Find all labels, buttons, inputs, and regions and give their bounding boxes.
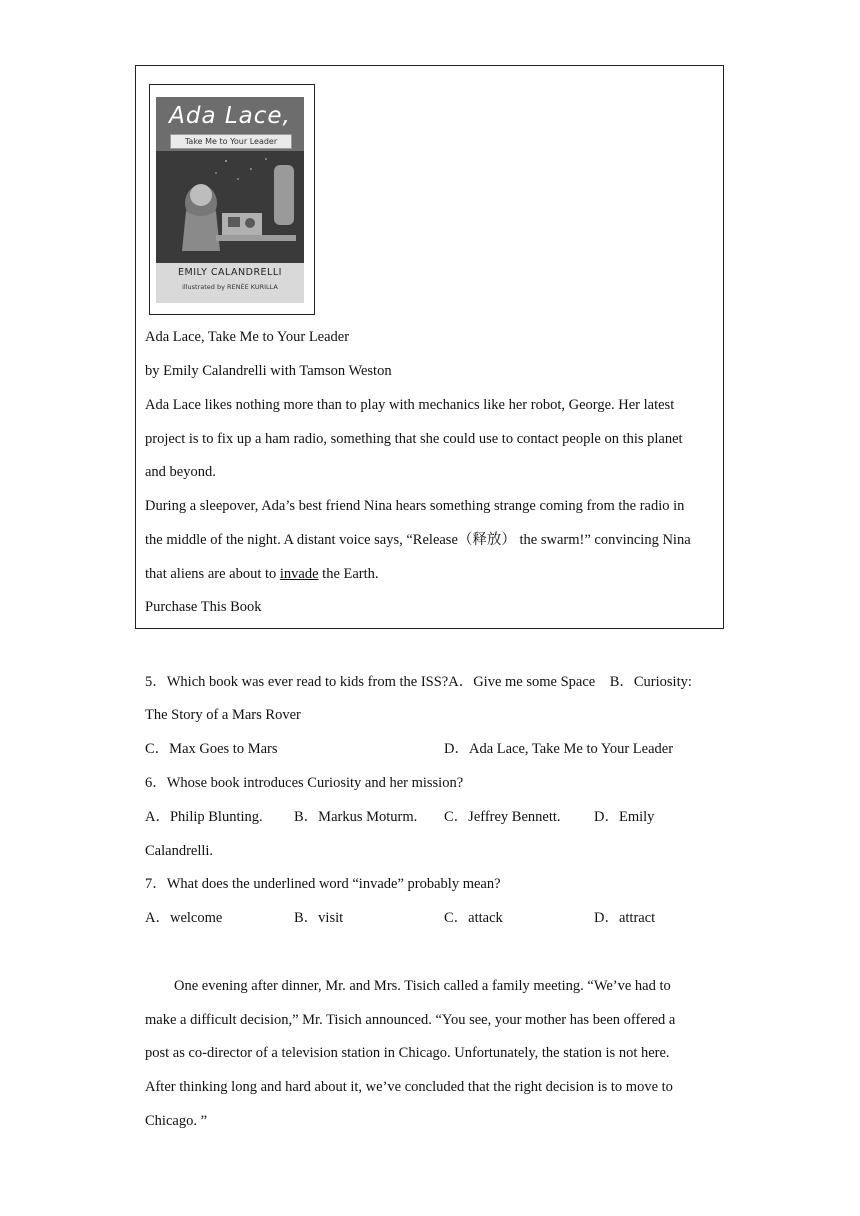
description-line: Ada Lace likes nothing more than to play with mechanics like her robot, George. Her latest: [145, 397, 675, 413]
q5-option-d: D．Ada Lace, Take Me to Your Leader: [444, 741, 674, 757]
passage-line: make a difficult decision,” Mr. Tisich announced. “You see, your mother has been offered a: [145, 1012, 676, 1028]
q7-option-c: C．attack: [444, 910, 503, 926]
desc-text: that aliens are about to: [145, 566, 280, 582]
book-byline: by Emily Calandrelli with Tamson Weston: [145, 363, 392, 379]
description-line: project is to fix up a ham radio, something that she could use to contact people on this planet: [145, 431, 683, 447]
q6-option-c: C．Jeffrey Bennett.: [444, 809, 561, 825]
book-cover-frame: [149, 84, 315, 315]
question-7: 7．What does the underlined word “invade” probably mean?: [145, 876, 501, 892]
q6-option-b: B．Markus Moturm.: [294, 809, 418, 825]
q7-option-d: D．attract: [594, 910, 656, 926]
cover-title: Ada Lace,: [169, 103, 291, 129]
description-line: [145, 564, 379, 584]
description-line: During a sleepover, Ada’s best friend Nina hears something strange coming from the radio in: [145, 498, 685, 514]
passage-line: After thinking long and hard about it, we’ve concluded that the right decision is to move to: [145, 1079, 673, 1095]
desc-text: the Earth.: [318, 566, 379, 582]
q7-option-b: B．visit: [294, 910, 344, 926]
purchase-link[interactable]: Purchase This Book: [145, 599, 262, 615]
book-cover-image: [156, 97, 304, 303]
description-line: and beyond.: [145, 464, 216, 480]
q7-option-a: A．welcome: [145, 910, 223, 926]
question-6: 6．Whose book introduces Curiosity and her mission?: [145, 775, 464, 791]
cover-subtitle: Take Me to Your Leader: [170, 134, 292, 149]
passage-line: post as co-director of a television station in Chicago. Unfortunately, the station is not here.: [145, 1045, 670, 1061]
question-5: 5．Which book was ever read to kids from the ISS?A．Give me some Space B．Curiosity:: [145, 674, 692, 690]
underlined-word-invade: invade: [279, 566, 319, 582]
cover-author: EMILY CALANDRELLI: [178, 267, 282, 278]
q6-option-a: A．Philip Blunting.: [145, 809, 263, 825]
passage-line: One evening after dinner, Mr. and Mrs. Tisich called a family meeting. “We’ve had to: [174, 978, 671, 994]
q6-option-d: D．Emily: [594, 809, 655, 825]
cover-illustrator: illustrated by RENÉE KURILLA: [182, 283, 278, 291]
description-line: the middle of the night. A distant voice says, “Release（释放） the swarm!” convincing Nina: [145, 532, 691, 548]
passage-line: Chicago. ”: [145, 1113, 208, 1129]
q5-option-c: C．Max Goes to Mars: [145, 741, 278, 757]
q6-option-d-continued: Calandrelli.: [145, 843, 214, 859]
book-title: Ada Lace, Take Me to Your Leader: [145, 329, 350, 345]
cover-illustration: [156, 151, 304, 263]
question-5-continued: The Story of a Mars Rover: [145, 707, 301, 723]
